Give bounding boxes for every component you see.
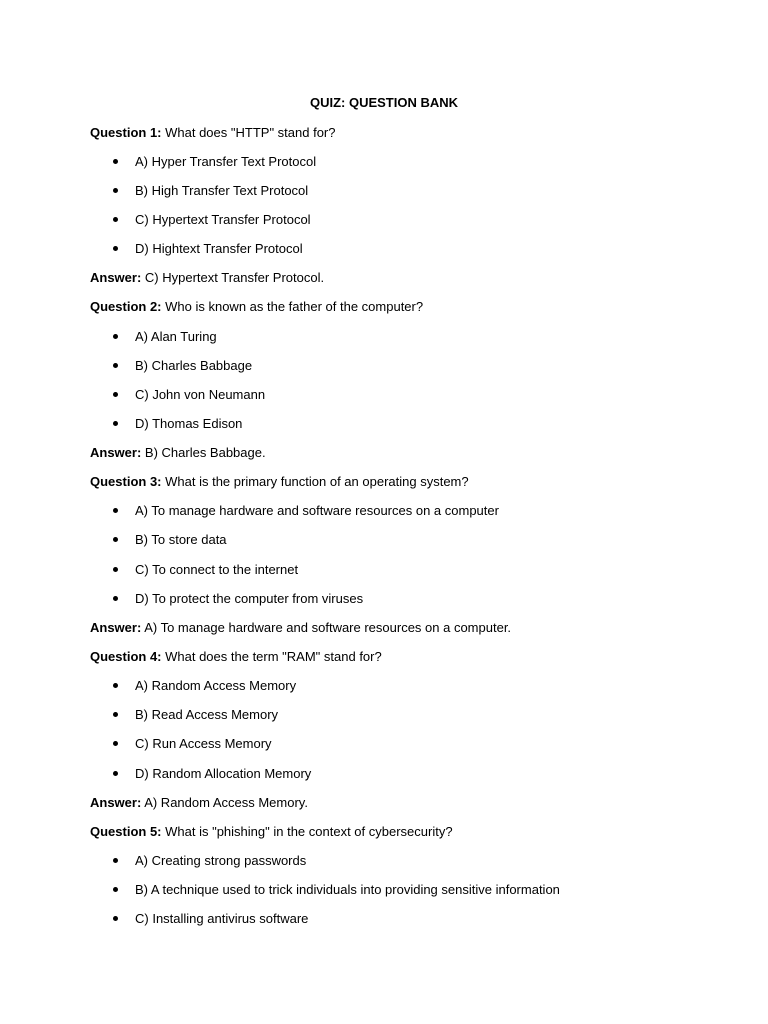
option-item [113, 677, 296, 695]
option-text: D) To protect the computer from viruses [135, 591, 364, 606]
option-text: D) Random Allocation Memory [135, 766, 312, 781]
bullet-icon [113, 887, 118, 892]
bullet-icon [113, 567, 118, 572]
bullet-icon [113, 858, 118, 863]
option-item [113, 357, 252, 375]
answer-1 [90, 269, 324, 287]
answer-label: Answer: [90, 270, 142, 285]
option-item [113, 415, 242, 433]
bullet-icon [113, 392, 118, 397]
option-item [113, 386, 265, 404]
question-label: Question 2: [90, 299, 162, 314]
option-item [113, 852, 306, 870]
option-text: B) Charles Babbage [135, 358, 253, 373]
question-label: Question 1: [90, 125, 162, 140]
question-label: Question 3: [90, 474, 162, 489]
option-item [113, 765, 311, 783]
answer-label: Answer: [90, 620, 142, 635]
bullet-icon [113, 596, 118, 601]
bullet-icon [113, 334, 118, 339]
option-text: B) To store data [135, 532, 227, 547]
answer-text: A) To manage hardware and software resources on a computer. [141, 620, 512, 635]
question-2 [90, 298, 423, 316]
answer-2 [90, 444, 266, 462]
question-text: What does the term "RAM" stand for? [161, 649, 382, 664]
option-text: A) Creating strong passwords [135, 853, 307, 868]
answer-label: Answer: [90, 795, 142, 810]
option-item [113, 502, 499, 520]
answer-label: Answer: [90, 445, 142, 460]
question-5 [90, 823, 453, 841]
option-item [113, 735, 272, 753]
option-item [113, 328, 217, 346]
bullet-icon [113, 217, 118, 222]
option-item [113, 561, 298, 579]
question-label: Question 5: [90, 824, 162, 839]
question-4 [90, 648, 382, 666]
option-text: B) High Transfer Text Protocol [135, 183, 309, 198]
option-item [113, 910, 308, 928]
option-item [113, 706, 278, 724]
option-text: A) Hyper Transfer Text Protocol [135, 154, 317, 169]
option-text: A) Random Access Memory [135, 678, 297, 693]
answer-text: B) Charles Babbage. [141, 445, 266, 460]
option-text: A) To manage hardware and software resources on a computer [135, 503, 499, 518]
option-text: B) A technique used to trick individuals into providing sensitive information [135, 882, 560, 897]
question-1 [90, 124, 335, 142]
option-text: C) Installing antivirus software [135, 911, 309, 926]
answer-text: C) Hypertext Transfer Protocol. [141, 270, 325, 285]
bullet-icon [113, 771, 118, 776]
question-text: What is "phishing" in the context of cybersecurity? [161, 824, 453, 839]
question-3 [90, 473, 469, 491]
option-text: D) Hightext Transfer Protocol [135, 241, 303, 256]
question-text: Who is known as the father of the computer? [161, 299, 424, 314]
option-item [113, 211, 311, 229]
question-text: What does "HTTP" stand for? [161, 125, 336, 140]
option-item [113, 590, 363, 608]
option-text: C) Hypertext Transfer Protocol [135, 212, 311, 227]
option-text: A) Alan Turing [135, 329, 217, 344]
bullet-icon [113, 246, 118, 251]
bullet-icon [113, 508, 118, 513]
option-text: B) Read Access Memory [135, 707, 279, 722]
option-text: C) To connect to the internet [135, 562, 299, 577]
bullet-icon [113, 159, 118, 164]
option-text: C) John von Neumann [135, 387, 266, 402]
option-item [113, 153, 316, 171]
option-text: D) Thomas Edison [135, 416, 243, 431]
option-item [113, 182, 308, 200]
answer-text: A) Random Access Memory. [141, 795, 308, 810]
page-title: QUIZ: QUESTION BANK [309, 95, 459, 110]
bullet-icon [113, 421, 118, 426]
answer-4 [90, 794, 308, 812]
bullet-icon [113, 741, 118, 746]
question-label: Question 4: [90, 649, 162, 664]
bullet-icon [113, 916, 118, 921]
option-item [113, 881, 560, 899]
answer-3 [90, 619, 511, 637]
option-text: C) Run Access Memory [135, 736, 272, 751]
option-item [113, 240, 303, 258]
bullet-icon [113, 363, 118, 368]
option-item [113, 531, 227, 549]
bullet-icon [113, 537, 118, 542]
bullet-icon [113, 712, 118, 717]
bullet-icon [113, 188, 118, 193]
bullet-icon [113, 683, 118, 688]
question-text: What is the primary function of an operating system? [161, 474, 469, 489]
